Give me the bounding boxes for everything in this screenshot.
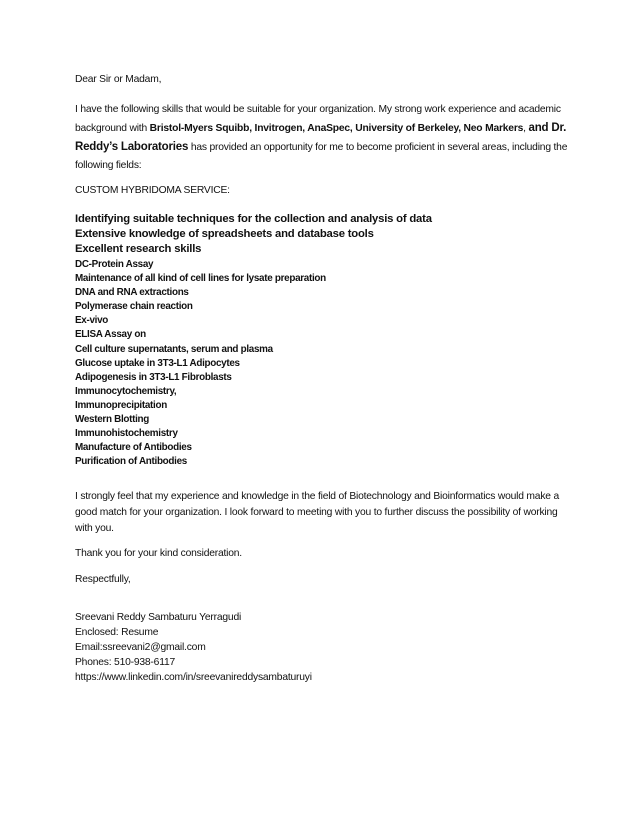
skill-item: Manufacture of Antibodies xyxy=(75,442,192,454)
skill-item: Adipogenesis in 3T3-L1 Fibroblasts xyxy=(75,371,232,383)
skill-item: ELISA Assay on xyxy=(75,329,146,341)
signature-phones xyxy=(75,655,575,670)
skill-item: Glucose uptake in 3T3-L1 Adipocytes xyxy=(75,357,240,369)
skill-item: DNA and RNA extractions xyxy=(75,287,189,299)
skill-item: Purification of Antibodies xyxy=(75,456,187,468)
intro-text-1: I have the following skills that would be suitable for your organization. My strong work experience and academic background with xyxy=(75,104,561,134)
phones-label: Phones: xyxy=(75,657,115,668)
skill-item: Western Blotting xyxy=(75,414,150,426)
intro-paragraph xyxy=(75,101,575,175)
headline-skill: Identifying suitable techniques for the collection and analysis of data xyxy=(75,213,432,225)
skill-item: Cell culture supernatants, serum and plasma xyxy=(75,343,273,355)
linkedin-link[interactable]: https://www.linkedin.com/in/sreevanireddysambaturuyi xyxy=(75,672,312,683)
intro-text-2: has provided an opportunity for me to become proficient in several areas, including the following fields: xyxy=(75,142,568,171)
salutation: Dear Sir or Madam, xyxy=(75,74,162,85)
headline-skill: Extensive knowledge of spreadsheets and database tools xyxy=(75,228,374,240)
skill-item: Polymerase chain reaction xyxy=(75,301,193,313)
thanks-line: Thank you for your kind consideration. xyxy=(75,548,242,559)
signature-email[interactable]: Email:ssreevani2@gmail.com xyxy=(75,642,206,653)
intro-separator: , xyxy=(523,123,529,134)
signature-enclosed: Enclosed: Resume xyxy=(75,627,159,638)
intro-companies: Bristol-Myers Squibb, Invitrogen, AnaSpec, University of Berkeley, Neo Markers xyxy=(149,123,524,134)
signoff: Respectfully, xyxy=(75,574,131,585)
headline-skill: Excellent research skills xyxy=(75,243,202,255)
intro-reddy: and Dr. Reddy’s Laboratories xyxy=(75,122,567,153)
phone-number[interactable]: 510-938-6117 xyxy=(114,657,176,668)
skill-item: Immunohistochemistry xyxy=(75,428,178,440)
skill-item: Maintenance of all kind of cell lines for lysate preparation xyxy=(75,273,326,285)
section-heading: CUSTOM HYBRIDOMA SERVICE: xyxy=(75,185,230,196)
signature-name: Sreevani Reddy Sambaturu Yerragudi xyxy=(75,612,242,623)
skill-item: Immunocytochemistry, xyxy=(75,385,177,397)
skill-item: Immunoprecipitation xyxy=(75,399,167,411)
closing-paragraph: I strongly feel that my experience and knowledge in the field of Biotechnology and Bioinformatics would make a good match for your organization. I look forward to meeting with you to further discuss the possibility of working with you. xyxy=(75,491,559,534)
skill-item: Ex-vivo xyxy=(75,315,109,327)
skill-item: DC-Protein Assay xyxy=(75,259,154,270)
skills-list xyxy=(75,258,326,469)
